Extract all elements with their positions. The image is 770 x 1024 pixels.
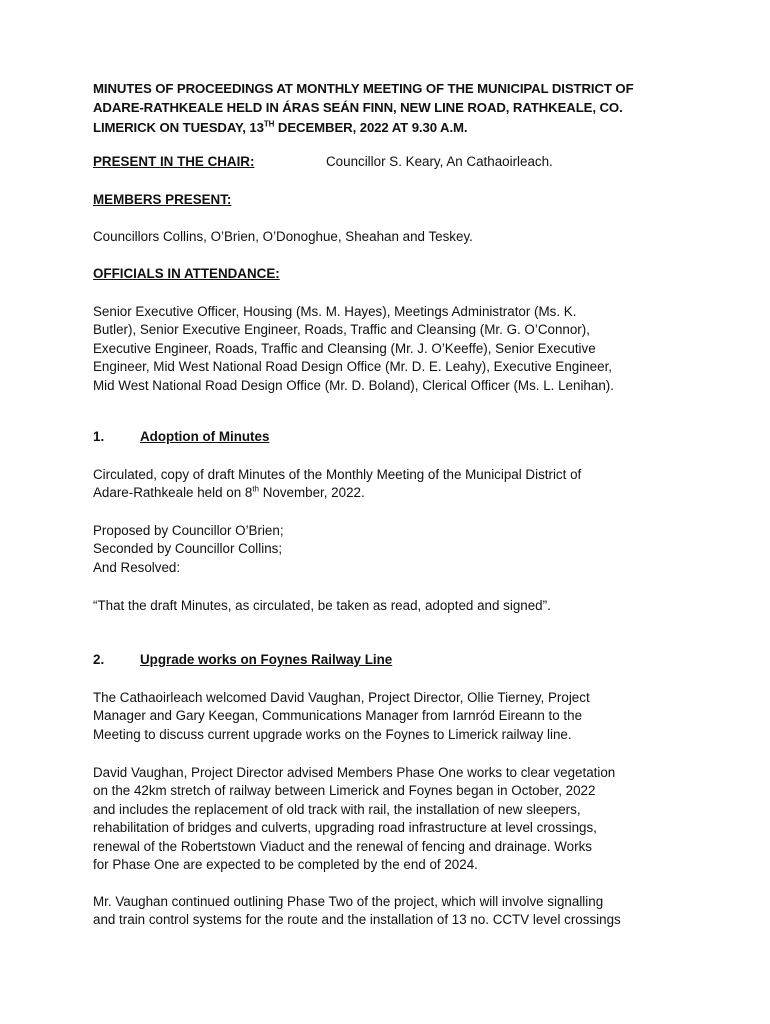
item1-heading: Adoption of Minutes xyxy=(140,429,270,444)
chair-value: Councillor S. Keary, An Cathaoirleach. xyxy=(326,154,553,169)
circulated-line: Adare-Rathkeale held on 8th November, 2022. xyxy=(93,484,365,501)
paragraph-line: renewal of the Robertstown Viaduct and the renewal of fencing and drainage. Works xyxy=(93,838,592,854)
paragraph-line: David Vaughan, Project Director advised Members Phase One works to clear vegetation xyxy=(93,765,616,780)
seconded-text: Seconded by Councillor Collins; xyxy=(93,541,283,557)
item2-number: 2. xyxy=(93,652,105,667)
officials-line: Butler), Senior Executive Engineer, Roads, Traffic and Cleansing (Mr. G. O’Connor), xyxy=(93,322,590,338)
paragraph-line: Meeting to discuss current upgrade works on the Foynes to Limerick railway line. xyxy=(93,726,572,742)
chair-label: PRESENT IN THE CHAIR: xyxy=(93,154,255,169)
paragraph-line: for Phase One are expected to be completed by the end of 2024. xyxy=(93,857,478,873)
item1-motion xyxy=(93,522,683,577)
paragraph-line: and train control systems for the route and the installation of 13 no. CCTV level crossings xyxy=(93,912,621,928)
title-line: MINUTES OF PROCEEDINGS AT MONTHLY MEETING OF THE MUNICIPAL DISTRICT OF xyxy=(93,81,634,96)
members-label: MEMBERS PRESENT: xyxy=(93,192,232,207)
members-text: Councillors Collins, O’Brien, O’Donoghue, Sheahan and Teskey. xyxy=(93,229,473,244)
minutes-title xyxy=(93,79,683,137)
proposed-text: Proposed by Councillor O’Brien; xyxy=(93,523,284,538)
item2-para3 xyxy=(93,893,683,930)
item1-number: 1. xyxy=(93,429,105,444)
resolved-text: And Resolved: xyxy=(93,559,181,575)
item1-resolution: “That the draft Minutes, as circulated, be taken as read, adopted and signed”. xyxy=(93,598,551,613)
officials-line: Senior Executive Officer, Housing (Ms. M. Hayes), Meetings Administrator (Ms. K. xyxy=(93,304,577,319)
paragraph-line: The Cathaoirleach welcomed David Vaughan, Project Director, Ollie Tierney, Project xyxy=(93,690,590,705)
officials-line: Engineer, Mid West National Road Design Office (Mr. D. E. Leahy), Executive Engineer, xyxy=(93,359,613,375)
paragraph-line: rehabilitation of bridges and culverts, upgrading road infrastructure at level crossings, xyxy=(93,820,597,836)
paragraph-line: Mr. Vaughan continued outlining Phase Two of the project, which will involve signalling xyxy=(93,894,604,909)
item2-para1 xyxy=(93,689,683,744)
officials-text xyxy=(93,303,683,395)
title-line: LIMERICK ON TUESDAY, 13TH DECEMBER, 2022 AT 9.30 A.M. xyxy=(93,119,468,135)
item1-circulated xyxy=(93,466,683,503)
officials-line: Mid West National Road Design Office (Mr. D. Boland), Clerical Officer (Ms. L. Lenihan). xyxy=(93,377,614,393)
officials-label: OFFICIALS IN ATTENDANCE: xyxy=(93,266,280,281)
item2-para2 xyxy=(93,764,683,874)
title-line: ADARE-RATHKEALE HELD IN ÁRAS SEÁN FINN, NEW LINE ROAD, RATHKEALE, CO. xyxy=(93,100,623,116)
item2-heading: Upgrade works on Foynes Railway Line xyxy=(140,652,393,667)
paragraph-line: on the 42km stretch of railway between Limerick and Foynes began in October, 2022 xyxy=(93,783,596,799)
circulated-line: Circulated, copy of draft Minutes of the Monthly Meeting of the Municipal District of xyxy=(93,467,582,482)
paragraph-line: Manager and Gary Keegan, Communications Manager from Iarnród Eireann to the xyxy=(93,708,583,724)
officials-line: Executive Engineer, Roads, Traffic and Cleansing (Mr. J. O’Keeffe), Senior Executive xyxy=(93,340,596,356)
paragraph-line: and includes the replacement of old track with rail, the installation of new sleepers, xyxy=(93,801,581,817)
